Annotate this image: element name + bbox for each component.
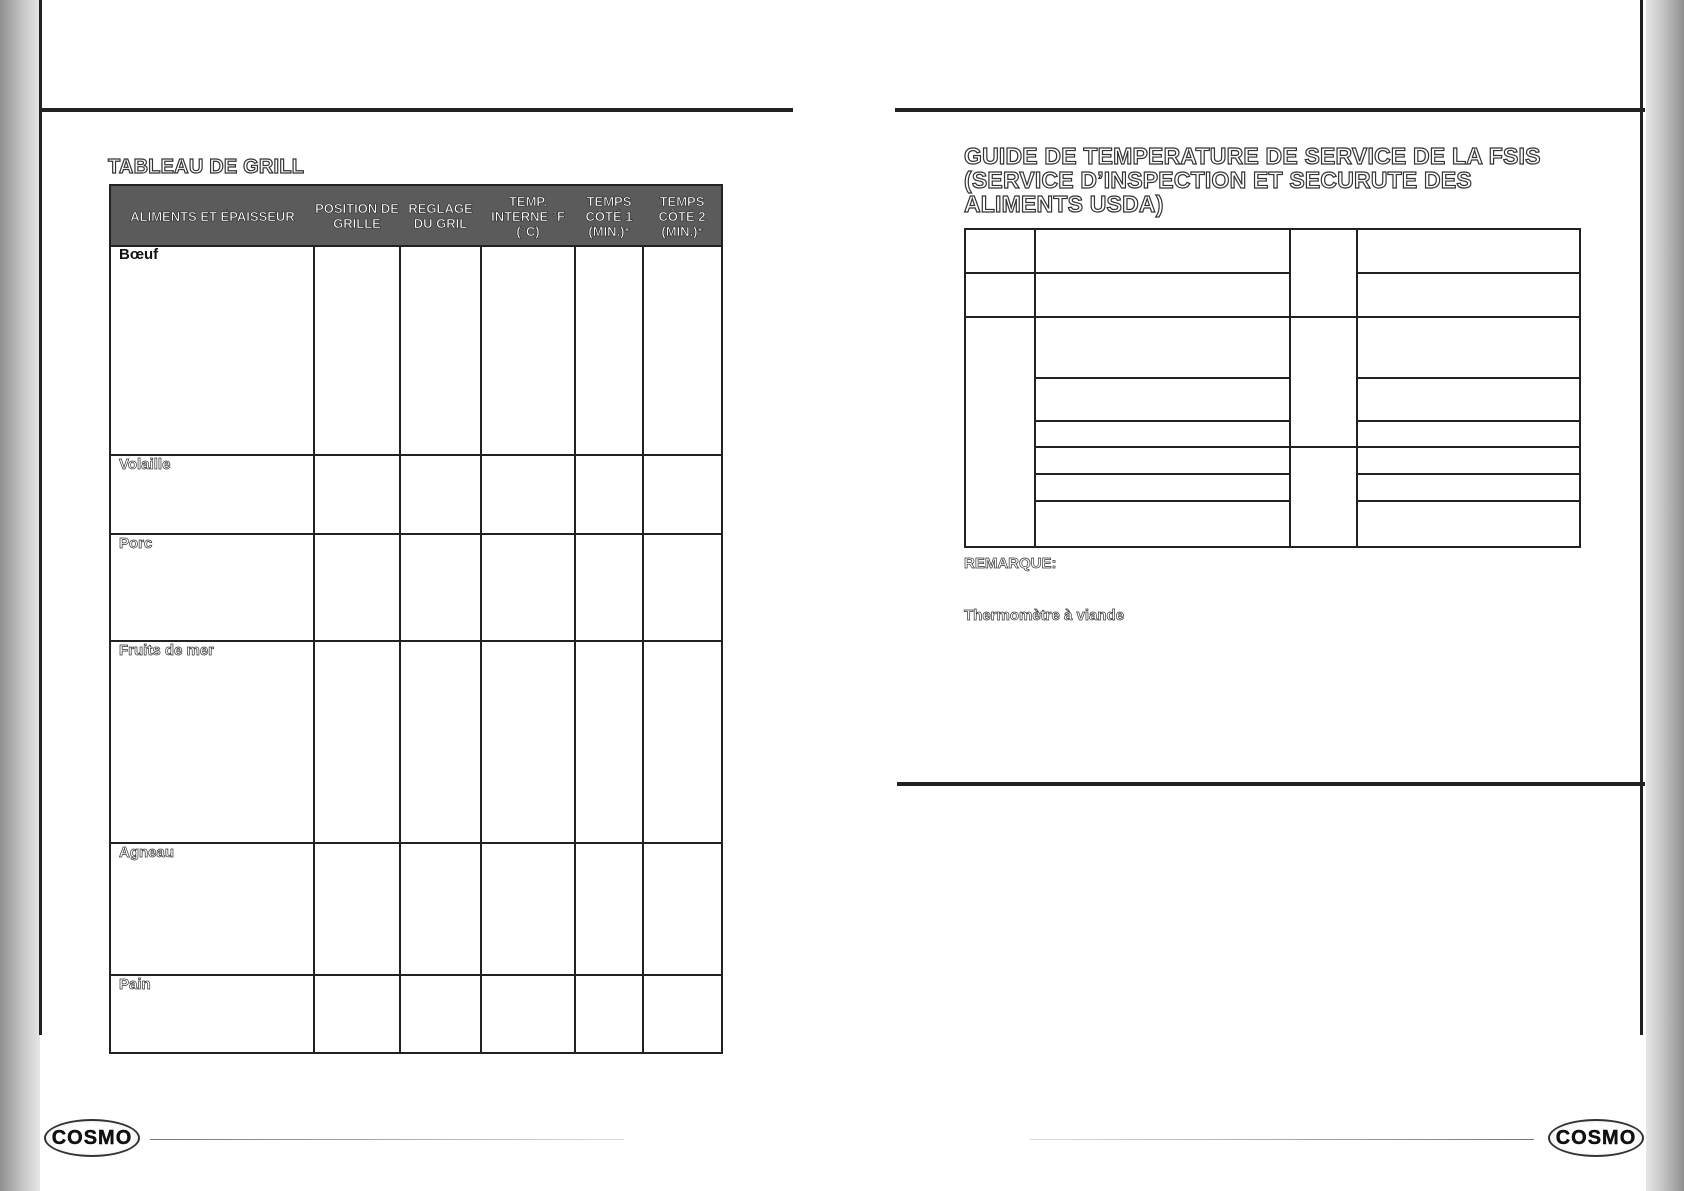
fsis-guide-title: GUIDE DE TEMPERATURE DE SERVICE DE LA FSIS (SERVICE D’INSPECTION ET SECURUTE DES ALIMENTS USDA) [964,143,1541,217]
category-label: Bœuf [119,246,159,263]
left-edge-band [0,0,40,1191]
row-divider [111,245,721,247]
column-divider [642,246,644,1052]
column-divider [574,246,576,1052]
right-top-rule [895,108,1645,112]
category-label: Fruits de mer [119,642,215,659]
column-divider [1034,230,1036,546]
row-divider [111,454,721,456]
row-divider [111,974,721,976]
row-divider [1034,420,1289,422]
right-page-border [1640,0,1643,1035]
row-divider [1034,473,1289,475]
footer-line-right [1030,1139,1534,1140]
column-divider [1356,230,1358,546]
left-page-border [39,0,42,1035]
meat-thermometer-label: Thermomètre à viande [964,607,1125,624]
row-divider [966,316,1579,318]
header-rack-position: POSITION DE GRILLE [315,201,399,231]
footer-line-left [150,1139,624,1140]
row-divider [111,842,721,844]
column-divider [399,246,401,1052]
row-divider [111,533,721,535]
column-divider [313,246,315,1052]
right-bottom-rule [897,782,1645,786]
category-label: Agneau [119,844,175,861]
row-divider [1034,377,1289,379]
row-divider [1356,420,1579,422]
row-divider [1356,473,1579,475]
row-divider [1356,500,1579,502]
row-divider [966,272,1034,274]
grill-table-title: TABLEAU DE GRILL [108,156,305,178]
row-divider [1356,272,1579,274]
header-time-side-2: TEMPS CÔTÉ 2 (MIN.)* [658,193,706,239]
header-internal-temp: TEMP. INTERNE °F (°C) [491,193,565,239]
cosmo-logo-left: COSMO [44,1119,140,1157]
header-time-side-1: TEMPS CÔTÉ 1 (MIN.)* [585,193,633,239]
category-label: Porc [119,535,153,552]
grill-table [109,184,723,1054]
right-edge-band [1646,0,1684,1191]
row-divider [1034,272,1289,274]
row-divider [1034,446,1579,448]
fsis-temperature-table [964,228,1581,548]
category-label: Pain [119,976,151,993]
left-top-rule [41,108,793,112]
category-label: Volaille [119,456,171,473]
row-divider [1356,377,1579,379]
header-food-thickness: ALIMENTS ET ÉPAISSEUR [130,208,295,224]
remark-label: REMARQUE: [964,555,1057,572]
column-divider [480,246,482,1052]
header-broil-setting: REGLAGE DU GRIL [408,201,473,231]
column-divider [1289,230,1291,546]
row-divider [1034,500,1289,502]
cosmo-logo-right: COSMO [1548,1119,1644,1157]
